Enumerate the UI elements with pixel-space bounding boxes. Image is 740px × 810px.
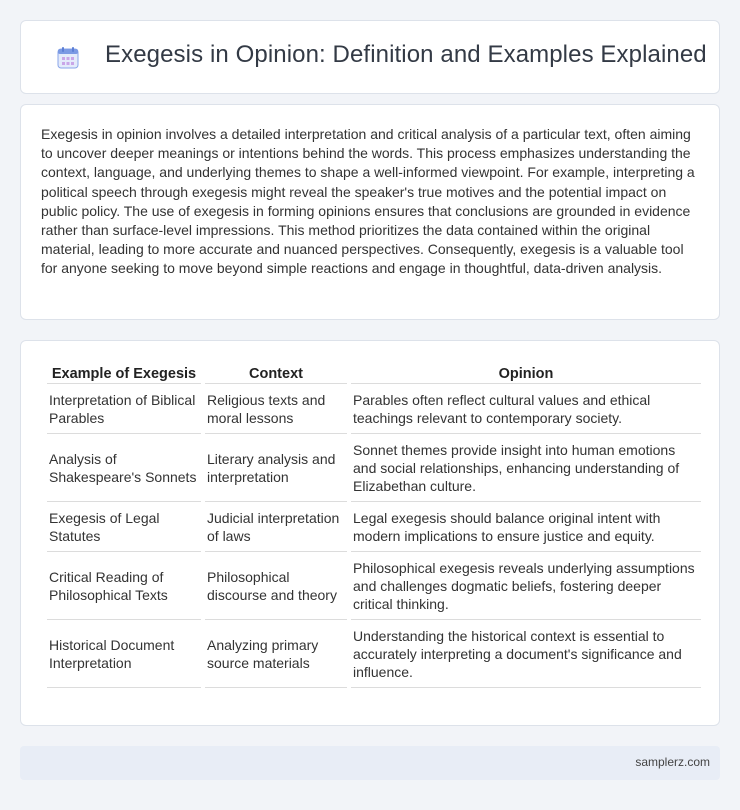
table-header-row xyxy=(47,363,701,384)
calendar-icon xyxy=(55,45,81,71)
table-row xyxy=(47,384,701,434)
table-row xyxy=(47,502,701,552)
cell-opinion: Sonnet themes provide insight into human emotions and social relationships, enhancing understanding of Elizabethan culture. xyxy=(351,434,701,502)
table-row xyxy=(47,620,701,688)
title-card xyxy=(20,20,720,94)
page-title: Exegesis in Opinion: Definition and Examples Explained xyxy=(105,41,707,68)
cell-example: Interpretation of Biblical Parables xyxy=(47,384,201,434)
intro-card xyxy=(20,104,720,320)
cell-context: Judicial interpretation of laws xyxy=(205,502,347,552)
cell-opinion: Parables often reflect cultural values and ethical teachings relevant to contemporary society. xyxy=(351,384,701,434)
column-header-example: Example of Exegesis xyxy=(47,363,201,384)
examples-table xyxy=(43,363,705,688)
cell-opinion: Understanding the historical context is essential to accurately interpreting a document's significance and influence. xyxy=(351,620,701,688)
footer-bar xyxy=(20,746,720,780)
table-row xyxy=(47,434,701,502)
cell-context: Religious texts and moral lessons xyxy=(205,384,347,434)
cell-context: Literary analysis and interpretation xyxy=(205,434,347,502)
column-header-opinion: Opinion xyxy=(351,363,701,384)
table-row xyxy=(47,552,701,620)
cell-example: Historical Document Interpretation xyxy=(47,620,201,688)
cell-opinion: Legal exegesis should balance original intent with modern implications to ensure justice and equity. xyxy=(351,502,701,552)
cell-opinion: Philosophical exegesis reveals underlying assumptions and challenges dogmatic beliefs, fostering deeper critical thinking. xyxy=(351,552,701,620)
cell-example: Critical Reading of Philosophical Texts xyxy=(47,552,201,620)
column-header-context: Context xyxy=(205,363,347,384)
cell-context: Analyzing primary source materials xyxy=(205,620,347,688)
table-card xyxy=(20,340,720,726)
footer-site-link[interactable]: samplerz.com xyxy=(635,755,710,769)
intro-paragraph: Exegesis in opinion involves a detailed interpretation and critical analysis of a particular text, often aiming to uncover deeper meanings or intentions behind the words. This process emphasizes understanding the context, language, and underlying themes to shape a well-informed viewpoint. For example, interpreting a political speech through exegesis might reveal the speaker's true motives and the potential impact on public policy. The use of exegesis in forming opinions ensures that conclusions are grounded in evidence rather than surface-level impressions. This method prioritizes the data contained within the original material, leading to more accurate and nuanced perspectives. Consequently, exegesis is a valuable tool for anyone seeking to move beyond simple reactions and engage in thoughtful, data-driven analysis. xyxy=(41,126,695,277)
cell-example: Exegesis of Legal Statutes xyxy=(47,502,201,552)
cell-context: Philosophical discourse and theory xyxy=(205,552,347,620)
cell-example: Analysis of Shakespeare's Sonnets xyxy=(47,434,201,502)
